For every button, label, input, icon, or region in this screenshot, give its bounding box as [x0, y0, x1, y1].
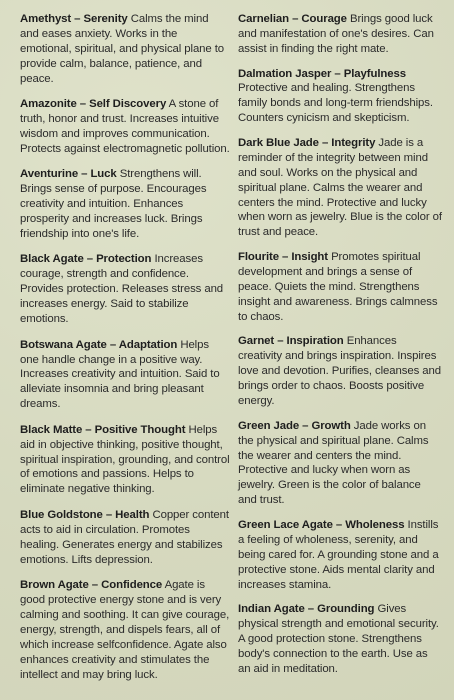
stone-name: Indian Agate [238, 603, 305, 616]
stone-name: Brown Agate [20, 579, 89, 592]
stone-entry-black-matte [20, 423, 230, 498]
stone-description: Jade works on the physical and spiritual plane. Calms the wearer and centers the mind. Protective and lucky when worn as jewelry. Green is the color of balance and trust. [238, 419, 429, 507]
stone-name: Blue Goldstone [20, 508, 103, 521]
stone-entry-brown-agate [20, 578, 230, 682]
stone-trait: Growth [311, 419, 351, 432]
separator: – [289, 13, 302, 25]
stone-description: A stone of truth, honor and trust. Increases intuitive wisdom and improves communication. Protects against electromagnetic pollution. [20, 98, 230, 155]
stone-trait: Wholeness [345, 518, 405, 531]
stone-description: Jade is a reminder of the integrity between mind and soul. Works on the physical and spiritual plane. Calms the wearer and centers the mind. Protective and lucky when worn as jewelry. Blue is the color of trust and peace. [238, 136, 442, 239]
stone-name: Flourite [238, 251, 279, 264]
separator: – [278, 251, 292, 264]
stone-name: Black Matte [20, 423, 83, 436]
stone-description: Promotes spiritual development and brings a sense of peace. Quiets the mind. Strengthens insight and awareness. Brings calmness to chaos. [238, 251, 438, 323]
stone-name: Botswana Agate [20, 338, 107, 351]
separator: – [88, 579, 102, 592]
separator: – [304, 603, 318, 616]
stone-entry-amethyst [20, 12, 230, 87]
stone-entry-garnet [238, 334, 442, 409]
stone-name: Garnet [238, 335, 275, 348]
stone-name: Aventurine [20, 168, 79, 181]
separator: – [71, 13, 84, 25]
separator: – [102, 508, 116, 521]
stone-entry-flourite [238, 250, 442, 325]
stone-name: Amazonite [20, 98, 77, 111]
stone-trait: Adaptation [118, 338, 178, 351]
separator: – [332, 518, 346, 531]
stone-entry-dalmation-jasper [238, 67, 442, 127]
separator: – [76, 98, 90, 111]
stone-trait: Insight [291, 251, 328, 264]
stone-description: Instills a feeling of wholeness, serenity, and being cared for. A grounding stone and a protective stone. Aids mental clarity and increases stamina. [238, 518, 439, 591]
stone-trait: Positive Thought [94, 423, 186, 436]
stone-trait: Self Discovery [89, 98, 167, 111]
stone-entry-green-jade [238, 419, 442, 508]
stone-name: Green Jade [238, 419, 300, 432]
stone-name: Amethyst [20, 13, 72, 25]
stone-description: Increases courage, strength and confidence. Provides protection. Releases stress and increases energy. Said to stabilize emotions. [20, 253, 224, 326]
stone-trait: Confidence [101, 579, 163, 592]
stone-trait: Luck [90, 168, 117, 181]
stone-trait: Grounding [317, 603, 375, 616]
stone-entry-blue-goldstone [20, 508, 230, 568]
stone-entry-dark-blue-jade [238, 136, 442, 240]
stone-entry-botswana-agate [20, 338, 230, 413]
stone-trait: Serenity [83, 13, 128, 25]
stone-description: Calms the mind and eases anxiety. Works in the emotional, spiritual, and physical plane to provide calm, balance, patience, and peace. [20, 13, 225, 85]
stone-entry-aventurine [20, 167, 230, 242]
stone-description: Enhances creativity and brings inspiration. Inspires love and devotion. Purifies, cleanses and brings order to chaos. Boosts positive energy. [238, 335, 441, 408]
stone-description: Brings good luck and manifestation of one's desires. Can assist in finding the right mate. [238, 13, 434, 55]
stone-entry-carnelian [238, 12, 442, 57]
stone-entry-indian-agate [238, 602, 442, 677]
separator: – [78, 168, 91, 181]
stone-trait: Integrity [331, 136, 376, 149]
stone-trait: Protection [96, 253, 152, 266]
separator: – [274, 335, 287, 348]
stone-trait: Courage [301, 13, 347, 25]
stone-trait: Playfulness [343, 67, 406, 80]
stone-entry-green-lace-agate [238, 518, 442, 593]
stone-description: Strengthens will. Brings sense of purpose. Encourages creativity and intuition. Enhances prosperity and increases luck. Brings friendship into one's life. [20, 168, 207, 240]
stone-entry-amazonite [20, 97, 230, 157]
stone-name: Dalmation Jasper [238, 67, 332, 80]
separator: – [82, 423, 95, 436]
separator: – [106, 338, 119, 351]
stone-name: Black Agate [20, 253, 84, 266]
stone-name: Carnelian [238, 13, 290, 25]
stone-name: Green Lace Agate [238, 518, 333, 531]
stone-description: Copper content acts to aid in circulation. Promotes healing. Generates energy and stabilizes emotions. Lifts depression. [20, 508, 229, 566]
stone-name: Dark Blue Jade [238, 136, 319, 149]
separator: – [318, 136, 332, 149]
separator: – [331, 67, 344, 80]
left-column [20, 12, 230, 693]
separator: – [299, 419, 312, 432]
stone-trait: Inspiration [286, 335, 344, 348]
stone-trait: Health [115, 508, 150, 521]
separator: – [83, 253, 97, 266]
stone-description: Helps one handle change in a positive way. Increases creativity and intuition. Said to alleviate insomnia and bring pleasant dreams. [20, 338, 220, 411]
stone-description: Helps aid in objective thinking, positive thought, spiritual inspiration, grounding, and control of emotions and passions. Helps to eliminate negative thinking. [20, 423, 230, 496]
right-column [238, 12, 442, 687]
stone-description: Gives physical strength and emotional security. A good protection stone. Strengthens body's connection to the earth. Use as an aid in meditation. [238, 603, 439, 675]
stone-description: Agate is good protective energy stone and is very calming and soothing. It can give courage, energy, strength, and dispels fears, all of which increase selfconfidence. Agate also enhances creativity and stimulates the intellect and may bring luck. [20, 579, 230, 681]
stone-description: Protective and healing. Strengthens family bonds and long-term friendships. Counters cynicism and skepticism. [238, 82, 433, 125]
stone-entry-black-agate [20, 252, 230, 327]
